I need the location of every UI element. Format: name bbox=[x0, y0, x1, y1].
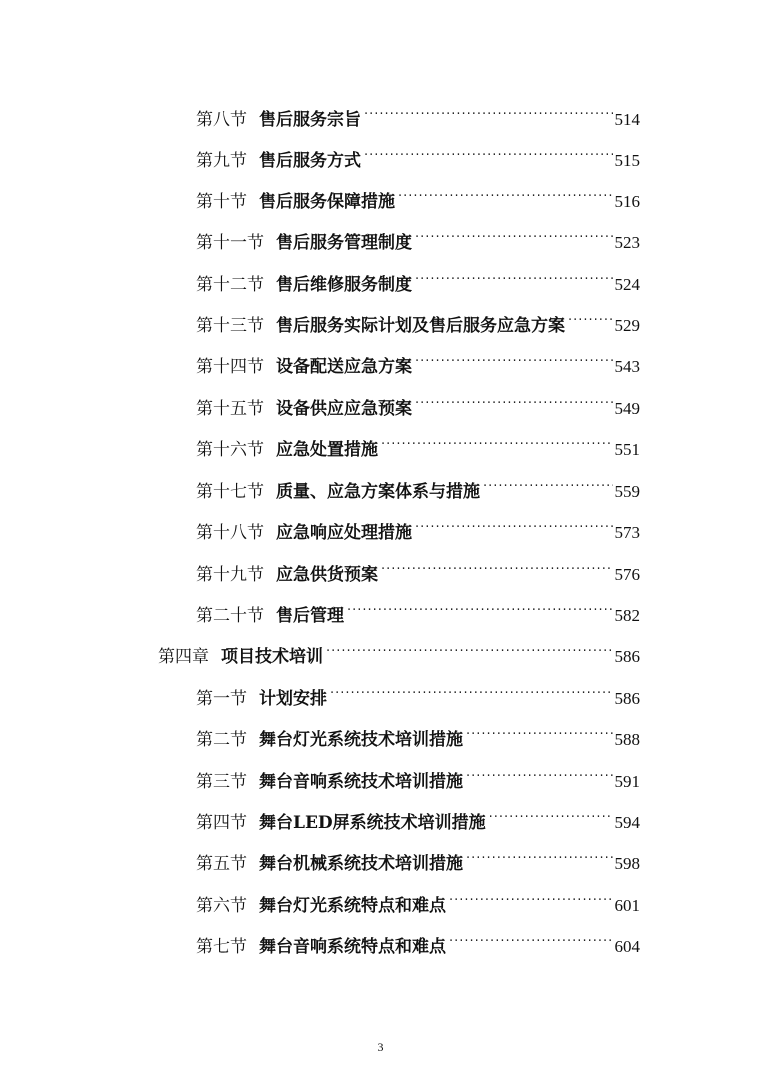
toc-leader-dots bbox=[489, 800, 613, 828]
toc-entry[interactable] bbox=[196, 841, 640, 874]
toc-entry-label: 第九节 bbox=[196, 151, 247, 171]
toc-entry-title: 售后服务保障措施 bbox=[259, 192, 395, 212]
toc-leader-dots bbox=[326, 634, 613, 662]
toc-entry-page: 543 bbox=[614, 357, 640, 376]
toc-entry-title: 设备配送应急方案 bbox=[276, 357, 412, 377]
toc-entry-page: 514 bbox=[614, 110, 640, 129]
toc-entry-page: 515 bbox=[614, 151, 640, 170]
toc-leader-dots bbox=[364, 97, 613, 125]
toc-entry-label: 第八节 bbox=[196, 110, 247, 130]
toc-entry-label: 第十节 bbox=[196, 192, 247, 212]
toc-entry-label: 第六节 bbox=[196, 896, 247, 916]
toc-leader-dots bbox=[330, 676, 613, 704]
toc-entry-label: 第七节 bbox=[196, 937, 247, 957]
toc-entry-title: 应急处置措施 bbox=[276, 440, 378, 460]
toc-entry[interactable] bbox=[196, 676, 640, 709]
toc-chapter-entry[interactable] bbox=[158, 634, 640, 667]
toc-entry[interactable] bbox=[196, 552, 640, 585]
toc-entry-label: 第十四节 bbox=[196, 357, 264, 377]
toc-entry-page: 586 bbox=[614, 689, 640, 708]
toc-entry-page: 588 bbox=[614, 730, 640, 749]
toc-entry-title: 舞台音响系统技术培训措施 bbox=[259, 772, 463, 792]
toc-entry[interactable] bbox=[196, 220, 640, 253]
toc-leader-dots bbox=[381, 427, 613, 455]
toc-entry-title: 设备供应应急预案 bbox=[276, 399, 412, 419]
toc-entry-title: 计划安排 bbox=[259, 689, 327, 709]
toc-leader-dots bbox=[415, 262, 613, 290]
toc-entry-title: 应急供货预案 bbox=[276, 565, 378, 585]
toc-entry-page: 559 bbox=[614, 482, 640, 501]
toc-entry-page: 594 bbox=[614, 813, 640, 832]
toc-leader-dots bbox=[415, 386, 613, 414]
toc-entry-title: 项目技术培训 bbox=[221, 647, 323, 667]
toc-entry-title: 售后管理 bbox=[276, 606, 344, 626]
toc-leader-dots bbox=[347, 593, 613, 621]
toc-entry[interactable] bbox=[196, 179, 640, 212]
toc-entry-label: 第十六节 bbox=[196, 440, 264, 460]
toc-entry[interactable] bbox=[196, 344, 640, 377]
toc-entry-title: 舞台灯光系统特点和难点 bbox=[259, 896, 446, 916]
toc-entry-title: 售后维修服务制度 bbox=[276, 275, 412, 295]
toc-leader-dots bbox=[466, 717, 613, 745]
toc-leader-dots bbox=[415, 510, 613, 538]
toc-entry-label: 第五节 bbox=[196, 854, 247, 874]
toc-entry-label: 第十五节 bbox=[196, 399, 264, 419]
toc-entry-page: 529 bbox=[614, 316, 640, 335]
toc-entry-page: 516 bbox=[614, 192, 640, 211]
toc-leader-dots bbox=[466, 841, 613, 869]
toc-entry[interactable] bbox=[196, 800, 640, 833]
toc-entry-title: 舞台机械系统技术培训措施 bbox=[259, 854, 463, 874]
toc-entry[interactable] bbox=[196, 469, 640, 502]
toc-entry-page: 591 bbox=[614, 772, 640, 791]
toc-entry[interactable] bbox=[196, 262, 640, 295]
toc-entry-page: 582 bbox=[614, 606, 640, 625]
toc-entry-title: 售后服务宗旨 bbox=[259, 110, 361, 130]
page-number: 3 bbox=[377, 1040, 384, 1054]
toc-entry-label: 第十七节 bbox=[196, 482, 264, 502]
toc-entry-title: 舞台灯光系统技术培训措施 bbox=[259, 730, 463, 750]
toc-entry[interactable] bbox=[196, 924, 640, 957]
toc-entry-label: 第二节 bbox=[196, 730, 247, 750]
toc-entry[interactable] bbox=[196, 97, 640, 130]
toc-entry[interactable] bbox=[196, 593, 640, 626]
toc-entry[interactable] bbox=[196, 759, 640, 792]
toc-entry-label: 第三节 bbox=[196, 772, 247, 792]
toc-entry[interactable] bbox=[196, 138, 640, 171]
toc-entry-title: 售后服务管理制度 bbox=[276, 233, 412, 253]
toc-entry-page: 549 bbox=[614, 399, 640, 418]
toc-leader-dots bbox=[398, 179, 613, 207]
toc-entry[interactable] bbox=[196, 883, 640, 916]
toc-entry[interactable] bbox=[196, 303, 640, 336]
toc-leader-dots bbox=[415, 344, 613, 372]
toc-entry-page: 598 bbox=[614, 854, 640, 873]
toc-leader-dots bbox=[466, 759, 613, 787]
toc-entry[interactable] bbox=[196, 510, 640, 543]
toc-leader-dots bbox=[364, 138, 613, 166]
toc-entry-title: 舞台音响系统特点和难点 bbox=[259, 937, 446, 957]
toc-entry-page: 604 bbox=[614, 937, 640, 956]
toc-entry-page: 601 bbox=[614, 896, 640, 915]
toc-entry-label: 第一节 bbox=[196, 689, 247, 709]
toc-entry-label: 第十八节 bbox=[196, 523, 264, 543]
toc-entry-page: 576 bbox=[614, 565, 640, 584]
toc-entry-title: 售后服务实际计划及售后服务应急方案 bbox=[276, 316, 565, 336]
toc-entry[interactable] bbox=[196, 717, 640, 750]
toc-entry-label: 第二十节 bbox=[196, 606, 264, 626]
toc-entry-page: 586 bbox=[614, 647, 640, 666]
toc-entry[interactable] bbox=[196, 427, 640, 460]
toc-entry-title: 质量、应急方案体系与措施 bbox=[276, 482, 480, 502]
toc-leader-dots bbox=[483, 469, 613, 497]
toc-leader-dots bbox=[381, 552, 613, 580]
toc-entry-page: 551 bbox=[614, 440, 640, 459]
toc-entry-label: 第十九节 bbox=[196, 565, 264, 585]
toc-entry-title: 舞台LED屏系统技术培训措施 bbox=[259, 813, 486, 833]
toc-entry-title: 售后服务方式 bbox=[259, 151, 361, 171]
toc-leader-dots bbox=[415, 220, 613, 248]
toc-entry-label: 第四章 bbox=[158, 647, 209, 667]
toc-entry-label: 第十三节 bbox=[196, 316, 264, 336]
toc-entry-page: 573 bbox=[614, 523, 640, 542]
toc-entry-label: 第十一节 bbox=[196, 233, 264, 253]
toc-entry-label: 第四节 bbox=[196, 813, 247, 833]
toc-leader-dots bbox=[449, 883, 613, 911]
toc-leader-dots bbox=[568, 303, 613, 331]
toc-entry-page: 523 bbox=[614, 233, 640, 252]
toc-leader-dots bbox=[449, 924, 613, 952]
toc-entry-page: 524 bbox=[614, 275, 640, 294]
toc-entry[interactable] bbox=[196, 386, 640, 419]
toc-entry-label: 第十二节 bbox=[196, 275, 264, 295]
toc-entry-title: 应急响应处理措施 bbox=[276, 523, 412, 543]
